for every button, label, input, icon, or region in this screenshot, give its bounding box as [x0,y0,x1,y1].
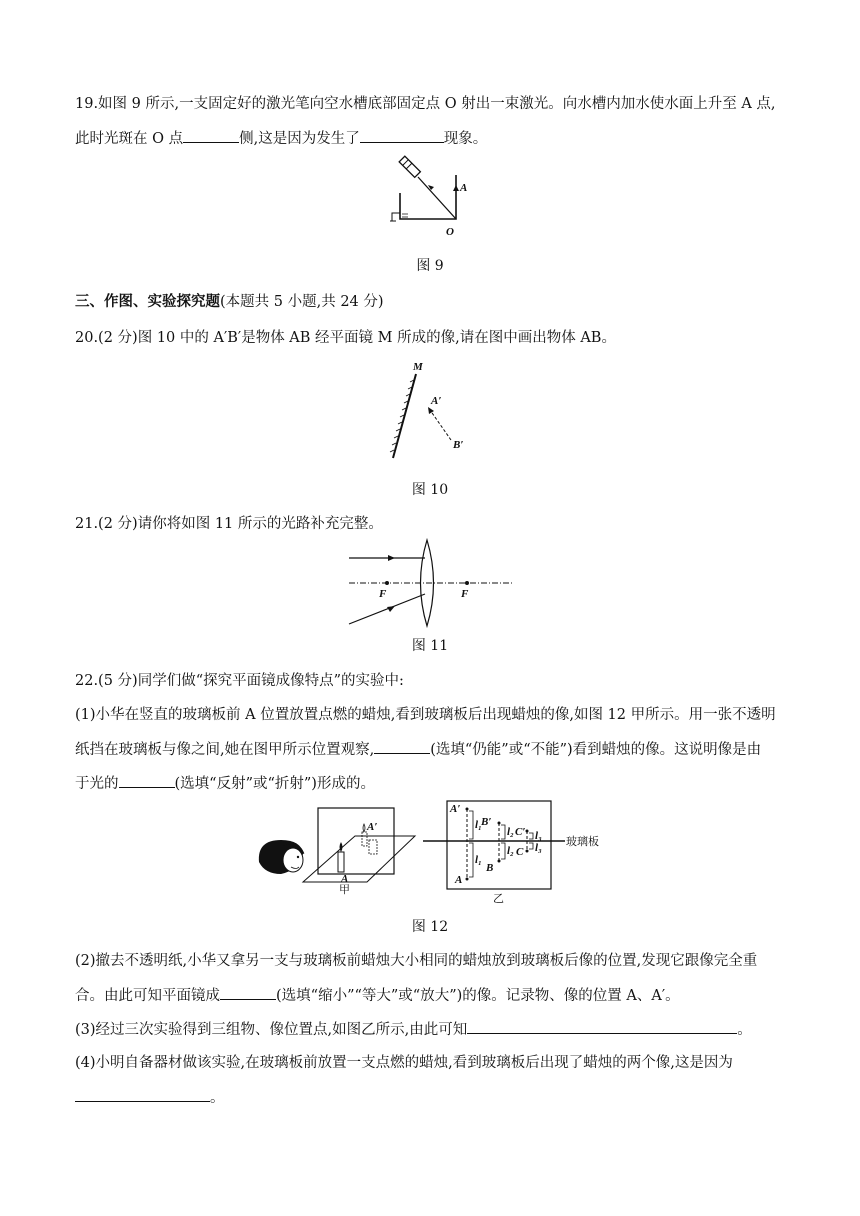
q22-p2-line1: (2)撤去不透明纸,小华又拿另一支与玻璃板前蜡烛大小相同的蜡烛放到玻璃板后像的位置,发现它跟像完全重 [75,953,758,969]
fig12-yi-label-l1-bottom: l₁ [475,854,482,866]
fig12-jia-label-a: A [341,873,349,885]
q22-p1-text-b: (选填“仍能”或“不能”)看到蜡烛的像。这说明像是由 [430,742,762,758]
q19-text-b: 侧,这是因为发生了 [239,131,360,147]
q19-blank-1[interactable] [183,128,239,143]
q22-blank-3[interactable] [220,985,276,1000]
q22-blank-5[interactable] [75,1087,210,1102]
q22-p4-text-end: 。 [210,1090,225,1106]
q19-blank-2[interactable] [360,128,444,143]
q22-p1-line2 [75,739,761,760]
q22-p3-line [75,1019,752,1040]
observer-girl-icon [259,840,303,874]
fig12-sub-yi: 乙 [493,892,504,905]
q19-line2 [75,128,487,149]
q22-p1-text-d: (选填“反射”或“折射”)形成的。 [174,776,375,792]
q22-blank-4[interactable] [467,1019,737,1034]
q21-text: 21.(2 分)请你将如图 11 所示的光路补充完整。 [75,516,383,532]
fig12-caption: 图 12 [411,919,449,935]
fig12-yi-label-b-prime: B′ [481,816,492,828]
fig12-yi-label-a-prime: A′ [450,803,461,815]
fig12-jia-label-a-prime: A′ [367,821,378,833]
fig12-yi-label-l1-top: l₁ [475,819,482,831]
fig12-yi-label-c-prime: C′ [515,826,526,838]
q22-p1-line1: (1)小华在竖直的玻璃板前 A 位置放置点燃的蜡烛,看到玻璃板后出现蜡烛的像,如图 12 甲所示。用一张不透明 [75,707,776,723]
q22-p4-line2 [75,1087,225,1108]
fig12-yi-label-l3-bottom: l₃ [535,842,542,854]
fig10-caption: 图 10 [411,482,449,498]
fig12-sub-jia: 甲 [339,883,350,896]
fig12-yi-label-c: C [516,846,524,858]
q22-blank-1[interactable] [374,739,430,754]
fig9-caption: 图 9 [416,258,444,274]
figure-10 [383,360,473,470]
section-3-title: 三、作图、实验探究题 [75,294,220,310]
q19-text-a: 此时光斑在 O 点 [75,131,184,147]
figure-12-jia [255,800,425,895]
q22-p2-text-b: (选填“缩小”“等大”或“放大”)的像。记录物、像的位置 A、A′。 [276,988,680,1004]
q19-line1: 19.如图 9 所示,一支固定好的激光笔向空水槽底部固定点 O 射出一束激光。向水槽内加水使水面上升至 A 点, [75,96,776,112]
q22-p2-line2 [75,985,680,1006]
fig12-yi-label-a: A [455,874,463,886]
q22-p1-line3 [75,773,375,794]
figure-9 [388,155,488,245]
q22-p3-text-a: (3)经过三次实验得到三组物、像位置点,如图乙所示,由此可知 [75,1022,468,1038]
fig12-glass-label: 玻璃板 [566,835,599,848]
fig11-label-f-left: F [379,588,387,600]
fig12-yi-label-b: B [486,862,494,874]
fig12-yi-label-l3-top: l₃ [535,830,542,842]
fig9-label-a: A [460,182,468,194]
fig10-label-b-prime: B′ [453,439,464,451]
fig11-caption: 图 11 [411,638,449,654]
q22-p1-text-c: 于光的 [75,776,119,792]
fig11-label-f-right: F [461,588,469,600]
q22-p2-text-a: 合。由此可知平面镜成 [75,988,220,1004]
q22-p4-line1: (4)小明自备器材做该实验,在玻璃板前放置一支点燃的蜡烛,看到玻璃板后出现了蜡烛的两个像,这是因为 [75,1055,733,1071]
section-3-note: (本题共 5 小题,共 24 分) [220,294,384,310]
figure-11 [345,536,515,636]
q22-intro: 22.(5 分)同学们做“探究平面镜成像特点”的实验中: [75,673,404,689]
q19-text-c: 现象。 [443,131,488,147]
q22-p1-text-a: 纸挡在玻璃板与像之间,她在图甲所示位置观察, [75,742,375,758]
fig10-label-a-prime: A′ [431,395,442,407]
laser-pen-icon [399,156,420,177]
section-3-heading [75,292,384,312]
q22-p3-text-b: 。 [737,1022,752,1038]
fig12-yi-label-l2-bottom: l₂ [507,845,514,857]
figure-12-yi [423,797,613,907]
fig10-label-m: M [413,361,423,373]
fig12-yi-label-l2-top: l₂ [507,826,514,838]
q20-text: 20.(2 分)图 10 中的 A′B′是物体 AB 经平面镜 M 所成的像,请在图中画出物体 AB。 [75,330,616,346]
q22-blank-2[interactable] [119,773,175,788]
fig9-label-o: O [446,226,454,238]
